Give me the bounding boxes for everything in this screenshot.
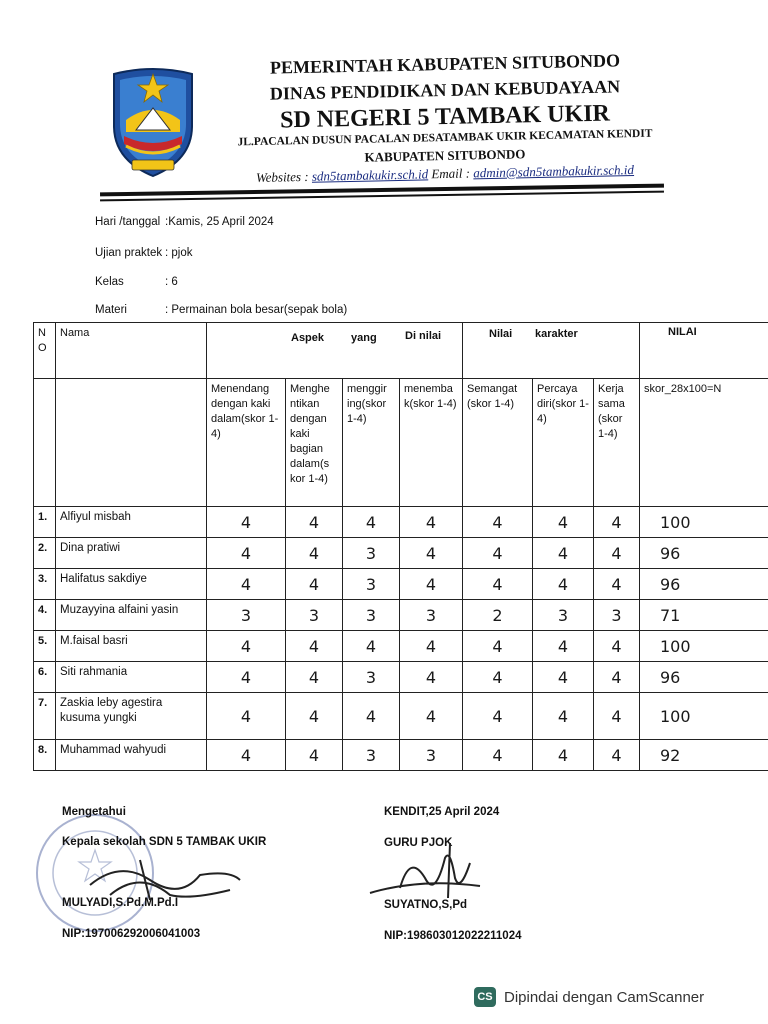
row-number: 8.: [34, 740, 56, 771]
subheader-cell: [286, 379, 343, 507]
score-cell: 4: [594, 693, 640, 740]
row-number: 7.: [34, 693, 56, 740]
student-name: Dina pratiwi: [56, 538, 207, 569]
score-cell: 3: [286, 600, 343, 631]
header-nilai-karakter-text: Nilai: [489, 328, 513, 340]
email-link[interactable]: admin@sdn5tambakukir.sch.id: [473, 162, 635, 181]
score-cell: 4: [286, 740, 343, 771]
material-label: Materi: [95, 304, 127, 316]
principal-name: MULYADI,S.Pd.M.Pd.I: [62, 897, 179, 909]
final-score-cell: 100: [640, 693, 768, 740]
score-cell: 4: [594, 740, 640, 771]
header-nilai-text: NILAI: [668, 326, 697, 338]
student-name: M.faisal basri: [56, 631, 207, 662]
exam-value: : pjok: [165, 247, 193, 259]
place-date: KENDIT,25 April 2024: [384, 806, 500, 818]
class-label: Kelas: [95, 276, 124, 288]
score-cell: 4: [286, 507, 343, 538]
subheader-text: Semangat (skor 1-4): [467, 383, 518, 410]
score-cell: 3: [400, 600, 463, 631]
material-value: : Permainan bola besar(sepak bola): [165, 304, 348, 316]
final-score-cell: 71: [640, 600, 768, 631]
score-cell: 3: [343, 600, 400, 631]
letterhead-government: PEMERINTAH KABUPATEN SITUBONDO: [269, 50, 621, 78]
student-name: Halifatus sakdiye: [56, 569, 207, 600]
score-cell: 4: [533, 631, 594, 662]
score-cell: 4: [594, 507, 640, 538]
letterhead-department: DINAS PENDIDIKAN DAN KEBUDAYAAN: [269, 76, 621, 104]
principal-role: Kepala sekolah SDN 5 TAMBAK UKIR: [62, 836, 267, 848]
table-row: [34, 538, 768, 569]
score-cell: 4: [463, 631, 533, 662]
principal-nip: NIP:197006292006041003: [62, 928, 201, 940]
header-nilai: [640, 323, 768, 379]
score-cell: 4: [594, 569, 640, 600]
score-cell: 4: [463, 662, 533, 693]
table-row: [34, 740, 768, 771]
score-cell: 4: [533, 693, 594, 740]
final-score-cell: 96: [640, 662, 768, 693]
camscanner-icon: CS: [474, 987, 496, 1007]
subheader-text: menggir ing(skor 1-4): [347, 383, 387, 425]
website-link[interactable]: sdn5tambakukir.sch.id: [311, 166, 429, 184]
subheader-cell: [400, 379, 463, 507]
date-label: Hari /tanggal: [95, 216, 161, 228]
subheader-text: Menendang dengan kaki dalam(skor 1-4): [211, 383, 279, 440]
teacher-role: GURU PJOK: [384, 837, 453, 849]
subheader-text: Kerja sama (skor 1-4): [598, 383, 625, 440]
subheader-cell: [533, 379, 594, 507]
student-name: Siti rahmania: [56, 662, 207, 693]
subheader-text: Menghe ntikan dengan kaki bagian dalam(s kor 1-4): [290, 383, 330, 485]
class-value: : 6: [165, 276, 178, 288]
score-cell: 4: [207, 569, 286, 600]
subheader-cell: [640, 379, 768, 507]
subheader-cell: [594, 379, 640, 507]
header-yang-text: yang: [351, 332, 377, 344]
score-cell: 4: [343, 693, 400, 740]
row-number: 2.: [34, 538, 56, 569]
teacher-signature: [360, 838, 490, 908]
score-cell: 4: [463, 538, 533, 569]
student-name: Alfiyul misbah: [56, 507, 207, 538]
table-row: [34, 693, 768, 740]
watermark-text: Dipindai dengan CamScanner: [504, 988, 705, 1006]
student-name: Zaskia leby agestira kusuma yungki: [56, 693, 207, 740]
subheader-empty-no: [34, 379, 56, 507]
table-row: [34, 631, 768, 662]
score-cell: 3: [343, 740, 400, 771]
score-cell: 3: [533, 600, 594, 631]
date-value: :Kamis, 25 April 2024: [165, 216, 274, 228]
header-karakter-text: karakter: [535, 328, 578, 340]
score-table: [33, 322, 768, 771]
score-cell: 3: [343, 538, 400, 569]
subheader-cell: [463, 379, 533, 507]
website-label: Websites :: [255, 168, 309, 185]
score-cell: 4: [400, 507, 463, 538]
letterhead-regency: KABUPATEN SITUBONDO: [364, 146, 526, 165]
score-cell: 4: [594, 538, 640, 569]
score-cell: 4: [400, 693, 463, 740]
score-cell: 4: [343, 631, 400, 662]
score-cell: 4: [400, 662, 463, 693]
score-cell: 4: [533, 507, 594, 538]
score-cell: 4: [533, 662, 594, 693]
row-number: 1.: [34, 507, 56, 538]
row-number: 6.: [34, 662, 56, 693]
student-name: Muhammad wahyudi: [56, 740, 207, 771]
subheader-text: skor_28x100=N: [644, 383, 722, 395]
header-aspek: [207, 323, 463, 379]
score-cell: 4: [533, 569, 594, 600]
final-score-cell: 100: [640, 507, 768, 538]
subheader-cell: [207, 379, 286, 507]
score-cell: 3: [343, 662, 400, 693]
regency-logo: [106, 60, 200, 180]
score-cell: 4: [400, 538, 463, 569]
score-cell: 4: [207, 740, 286, 771]
row-number: 5.: [34, 631, 56, 662]
score-cell: 4: [400, 569, 463, 600]
score-cell: 4: [207, 538, 286, 569]
header-nilai-karakter: [463, 323, 640, 379]
table-row: [34, 600, 768, 631]
table-header-row-2: [34, 379, 768, 507]
exam-label: Ujian praktek: [95, 247, 163, 259]
score-cell: 4: [343, 507, 400, 538]
final-score-cell: 96: [640, 569, 768, 600]
header-no-text: N O: [38, 327, 47, 354]
header-name-text: Nama: [60, 327, 90, 339]
score-cell: 4: [286, 631, 343, 662]
score-cell: 4: [286, 662, 343, 693]
subheader-cell: [343, 379, 400, 507]
score-cell: 4: [533, 740, 594, 771]
table-header-row-1: [34, 323, 768, 379]
email-label: Email :: [431, 165, 471, 182]
header-dinilai-text: Di nilai: [405, 330, 442, 342]
teacher-name: SUYATNO,S,Pd: [384, 899, 468, 911]
subheader-text: menemba k(skor 1-4): [404, 383, 457, 410]
score-cell: 3: [207, 600, 286, 631]
score-cell: 4: [594, 631, 640, 662]
subheader-text: Percaya diri(skor 1-4): [537, 383, 589, 425]
score-cell: 4: [533, 538, 594, 569]
score-cell: 3: [400, 740, 463, 771]
row-number: 4.: [34, 600, 56, 631]
row-number: 3.: [34, 569, 56, 600]
score-cell: 3: [343, 569, 400, 600]
score-cell: 4: [400, 631, 463, 662]
score-cell: 4: [463, 507, 533, 538]
header-no: [34, 323, 56, 379]
score-cell: 2: [463, 600, 533, 631]
table-row: [34, 569, 768, 600]
score-cell: 4: [286, 538, 343, 569]
score-cell: 4: [286, 693, 343, 740]
score-cell: 4: [207, 662, 286, 693]
teacher-nip: NIP:198603012022211024: [384, 930, 522, 942]
header-name: [56, 323, 207, 379]
student-name: Muzayyina alfaini yasin: [56, 600, 207, 631]
principal-signature: [80, 840, 250, 910]
final-score-cell: 92: [640, 740, 768, 771]
acknowledged-label: Mengetahui: [62, 806, 126, 818]
subheader-empty-name: [56, 379, 207, 507]
table-row: [34, 662, 768, 693]
score-table-wrap: [33, 322, 768, 771]
score-cell: 3: [594, 600, 640, 631]
final-score-cell: 96: [640, 538, 768, 569]
scanner-watermark: [474, 984, 744, 1010]
letterhead-address: JL.PACALAN DUSUN PACALAN DESATAMBAK UKIR KECAMATAN KENDIT: [237, 127, 653, 149]
score-cell: 4: [594, 662, 640, 693]
score-cell: 4: [286, 569, 343, 600]
final-score-cell: 100: [640, 631, 768, 662]
score-rows: [34, 507, 768, 771]
letterhead-school-name: SD NEGERI 5 TAMBAK UKIR: [279, 100, 611, 134]
score-cell: 4: [463, 740, 533, 771]
score-cell: 4: [463, 693, 533, 740]
score-cell: 4: [207, 507, 286, 538]
table-row: [34, 507, 768, 538]
score-cell: 4: [207, 693, 286, 740]
score-cell: 4: [207, 631, 286, 662]
score-cell: 4: [463, 569, 533, 600]
header-aspek-text: Aspek: [291, 332, 325, 344]
